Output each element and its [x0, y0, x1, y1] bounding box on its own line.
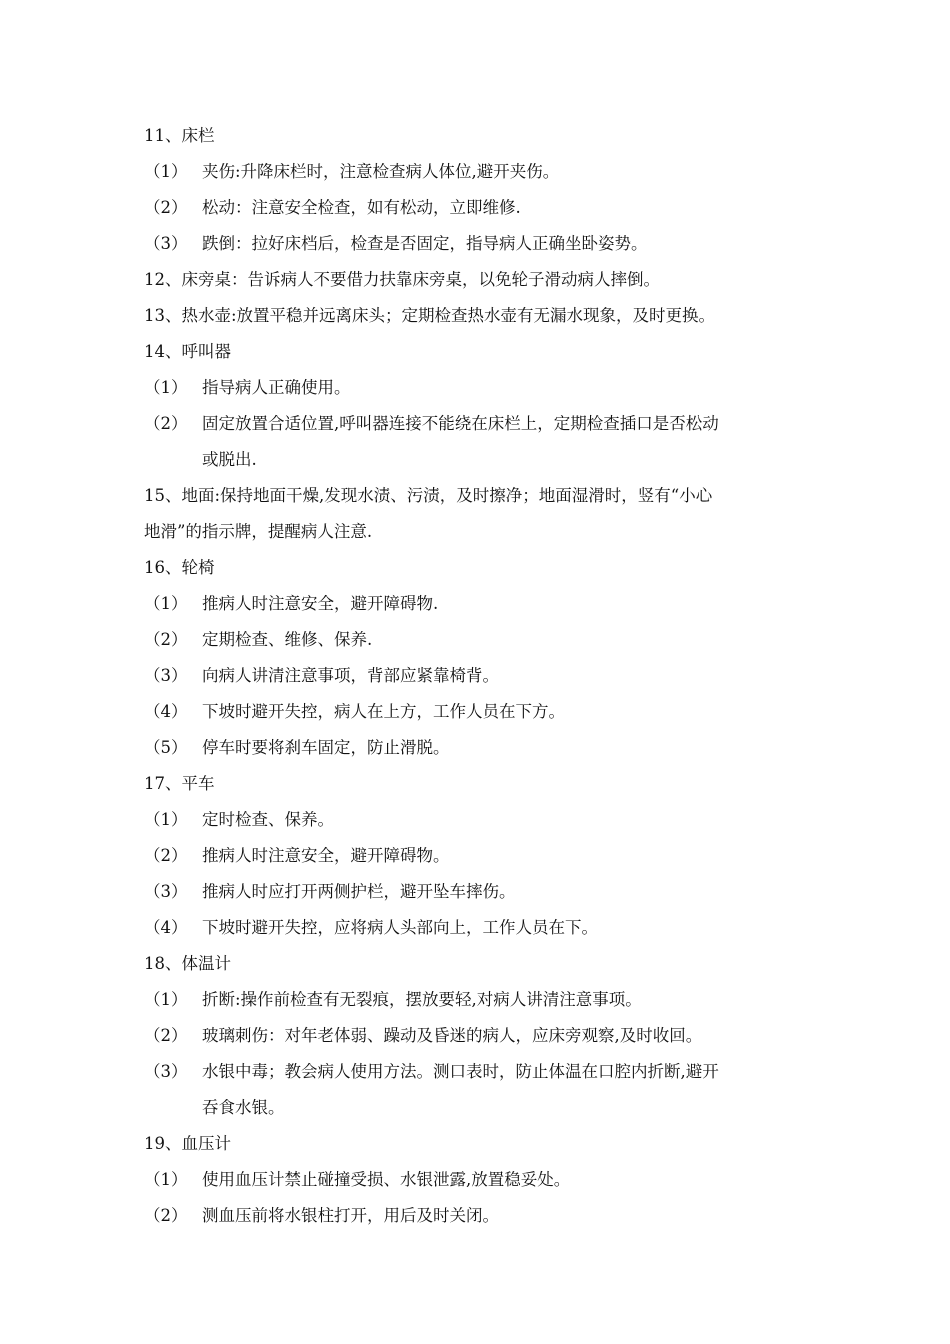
list-item	[144, 1054, 809, 1090]
list-item	[144, 658, 809, 694]
list-item-text: 指导病人正确使用。	[202, 378, 351, 397]
list-item-number: （4）	[144, 702, 188, 721]
list-item-number: （5）	[144, 738, 188, 757]
list-item	[144, 406, 809, 442]
list-item	[144, 370, 809, 406]
list-item-number: （2）	[144, 630, 188, 649]
list-item-number: （1）	[144, 594, 188, 613]
list-item-number: （2）	[144, 846, 188, 865]
list-item-number: （3）	[144, 666, 188, 685]
list-item-number: （2）	[144, 198, 188, 217]
list-item	[144, 190, 809, 226]
continuation-line: 吞食水银。	[202, 1098, 285, 1117]
list-item-number: （1）	[144, 990, 188, 1009]
list-item-text: 下坡时避开失控，病人在上方，工作人员在下方。	[202, 702, 565, 721]
list-item-number: （3）	[144, 234, 188, 253]
section-heading-line: 15、地面:保持地面干燥,发现水渍、污渍，及时擦净；地面湿滑时，竖有“小心	[144, 486, 713, 505]
section-heading-line: 地滑”的指示牌，提醒病人注意.	[144, 522, 373, 541]
list-item	[144, 622, 809, 658]
section-heading-line: 17、平车	[144, 774, 215, 793]
list-item	[144, 874, 809, 910]
list-item	[144, 802, 809, 838]
list-item-number: （3）	[144, 882, 188, 901]
list-item-text: 固定放置合适位置,呼叫器连接不能绕在床栏上，定期检查插口是否松动	[202, 414, 719, 433]
list-item-text: 松动：注意安全检查，如有松动，立即维修.	[202, 198, 521, 217]
list-item	[144, 982, 809, 1018]
section-heading-line: 12、床旁桌：告诉病人不要借力扶靠床旁桌，以免轮子滑动病人摔倒。	[144, 270, 660, 289]
list-item-number: （2）	[144, 414, 188, 433]
list-item-text: 测血压前将水银柱打开，用后及时关闭。	[202, 1206, 499, 1225]
list-item-text: 停车时要将刹车固定，防止滑脱。	[202, 738, 450, 757]
list-item-text: 推病人时应打开两侧护栏，避开坠车摔伤。	[202, 882, 516, 901]
list-item-text: 定期检查、维修、保养.	[202, 630, 373, 649]
list-item	[144, 226, 809, 262]
list-item-text: 向病人讲清注意事项，背部应紧靠椅背。	[202, 666, 499, 685]
list-item	[144, 586, 809, 622]
list-item-text: 使用血压计禁止碰撞受损、水银泄露,放置稳妥处。	[202, 1170, 571, 1189]
list-item-text: 跌倒：拉好床档后，检查是否固定，指导病人正确坐卧姿势。	[202, 234, 648, 253]
list-item-text: 折断:操作前检查有无裂痕，摆放要轻,对病人讲清注意事项。	[202, 990, 642, 1009]
list-item-number: （1）	[144, 810, 188, 829]
list-item	[144, 694, 809, 730]
list-item	[144, 910, 809, 946]
list-item-number: （3）	[144, 1062, 188, 1081]
continuation-line: 或脱出.	[202, 450, 257, 469]
list-item	[144, 730, 809, 766]
list-item-text: 水银中毒；教会病人使用方法。测口表时，防止体温在口腔内折断,避开	[202, 1062, 719, 1081]
list-item	[144, 1162, 809, 1198]
document-body	[144, 118, 809, 1234]
section-heading-line: 11、床栏	[144, 126, 215, 145]
list-item-number: （4）	[144, 918, 188, 937]
list-item-text: 定时检查、保养。	[202, 810, 334, 829]
list-item-number: （1）	[144, 162, 188, 181]
list-item	[144, 838, 809, 874]
list-item-number: （1）	[144, 378, 188, 397]
list-item-number: （2）	[144, 1026, 188, 1045]
section-heading-line: 18、体温计	[144, 954, 231, 973]
section-heading-line: 19、血压计	[144, 1134, 231, 1153]
list-item	[144, 1018, 809, 1054]
list-item-number: （1）	[144, 1170, 188, 1189]
list-item-text: 推病人时注意安全，避开障碍物。	[202, 846, 450, 865]
list-item-text: 推病人时注意安全，避开障碍物.	[202, 594, 439, 613]
list-item-text: 夹伤:升降床栏时，注意检查病人体位,避开夹伤。	[202, 162, 560, 181]
list-item-text: 下坡时避开失控，应将病人头部向上，工作人员在下。	[202, 918, 598, 937]
list-item-number: （2）	[144, 1206, 188, 1225]
section-heading-line: 13、热水壶:放置平稳并远离床头；定期检查热水壶有无漏水现象，及时更换。	[144, 306, 716, 325]
section-heading-line: 16、轮椅	[144, 558, 215, 577]
list-item	[144, 1198, 809, 1234]
section-heading-line: 14、呼叫器	[144, 342, 231, 361]
list-item-text: 玻璃刺伤：对年老体弱、躁动及昏迷的病人，应床旁观察,及时收回。	[202, 1026, 703, 1045]
list-item	[144, 154, 809, 190]
